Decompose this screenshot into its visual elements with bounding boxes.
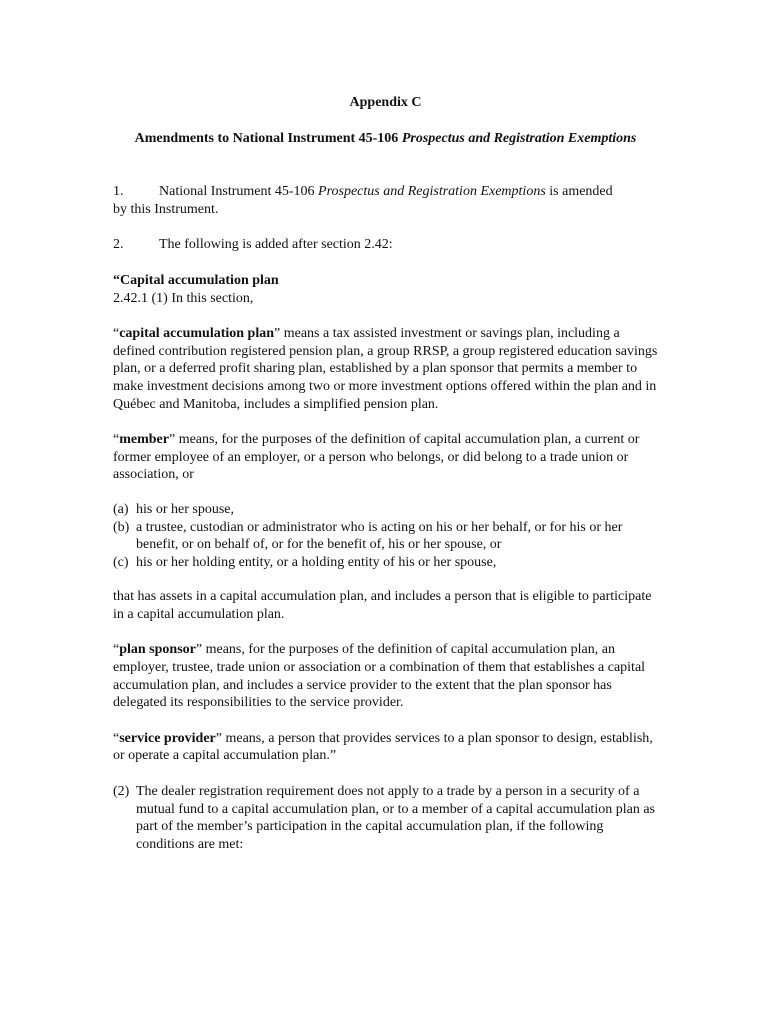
list-item: (a) his or her spouse, [113,501,234,517]
section-2 [113,236,658,254]
definition-text: ” means a tax assisted investment or savings plan, including a defined contribution registered pension plan, a group RRSP, a group registered education savings plan, or a deferred profit sharing plan, established by a plan sponsor that permits a member to make investment decisions among two or more investment options offered within the plan and in Québec and Manitoba, includes a simplified pension plan. [113,326,658,412]
section-1-text-after: is amended [545,184,613,200]
definition-term: member [119,432,169,448]
document-body [113,94,658,853]
subtitle-italic: Prospectus and Registration Exemptions [401,130,637,146]
definition-capital-accumulation-plan: “capital accumulation plan” means a tax assisted investment or savings plan, including a defined contribution registered pension plan, a group RRSP, a group registered education savings plan, or a deferred profit sharing plan, established by a plan sponsor that permits a member to make investment decisions among two or more investment options offered within the plan and in Québec and Manitoba, includes a simplified pension plan. [113,326,658,412]
section-2-number: 2. [113,237,124,253]
definition-term: plan sponsor [119,642,196,658]
definition-text: ” means, for the purposes of the definition of capital accumulation plan, a current or former employee of an employer, or a person who belongs, or did belong to a trade union or association, or [113,432,640,483]
definition-term: capital accumulation plan [119,326,275,342]
subsection-2-text: The dealer registration requirement does not apply to a trade by a person in a security of a mutual fund to a capital accumulation plan, or to a member of a capital accumulation plan as part of the member’s participation in the capital accumulation plan, if the following conditions are met: [136,784,655,852]
section-1 [113,183,658,218]
definition-text: ” means, a person that provides services to a plan sponsor to design, establish, or operate a capital accumulation plan.” [113,730,653,764]
list-item [113,783,658,853]
subsection-2-label: (2) [113,784,130,800]
heading-subline: 2.42.1 (1) In this section, [113,290,254,306]
section-1-number: 1. [113,184,124,200]
section-heading [113,272,658,307]
document-subtitle [113,130,658,148]
member-tail: that has assets in a capital accumulation plan, and includes a person that is eligible to participate in a capital accumulation plan. [113,589,652,622]
list-item: (c) his or her holding entity, or a holding entity of his or her spouse, [113,554,497,570]
subsection-2 [113,783,658,853]
subtitle-prefix: Amendments to National Instrument 45-106 [134,130,402,146]
section-1-italic: Prospectus and Registration Exemptions [318,184,546,200]
member-list [113,501,658,571]
definition-term: service provider [119,730,216,746]
definition-member: “member” means, for the purposes of the definition of capital accumulation plan, a current or former employee of an employer, or a person who belongs, or did belong to a trade union or association, or [113,432,640,483]
section-1-continuation: by this Instrument. [113,201,219,217]
definition-service-provider: “service provider” means, a person that provides services to a plan sponsor to design, establish, or operate a capital accumulation plan.” [113,730,653,764]
definition-plan-sponsor: “plan sponsor” means, for the purposes of the definition of capital accumulation plan, an employer, trustee, trade union or association or a combination of them that establishes a capital accumulation plan, and includes a service provider to the extent that the plan sponsor has delegated its responsibilities to the service provider. [113,642,646,711]
list-item: (b) a trustee, custodian or administrator who is acting on his or her behalf, or for his or her benefit, or on behalf of, or for the benefit of, his or her spouse, or [113,519,623,553]
definition-text: ” means, for the purposes of the definition of capital accumulation plan, an employer, trustee, trade union or association or a combination of them that establishes a capital accumulation plan, and includes a service provider to the extent that the plan sponsor has delegated its responsibilities to the service provider. [113,642,646,711]
page-title: Appendix C [349,95,422,110]
section-2-text: The following is added after section 2.42: [159,237,393,253]
section-1-text: National Instrument 45-106 [159,184,319,200]
heading-title: “Capital accumulation plan [113,272,279,288]
